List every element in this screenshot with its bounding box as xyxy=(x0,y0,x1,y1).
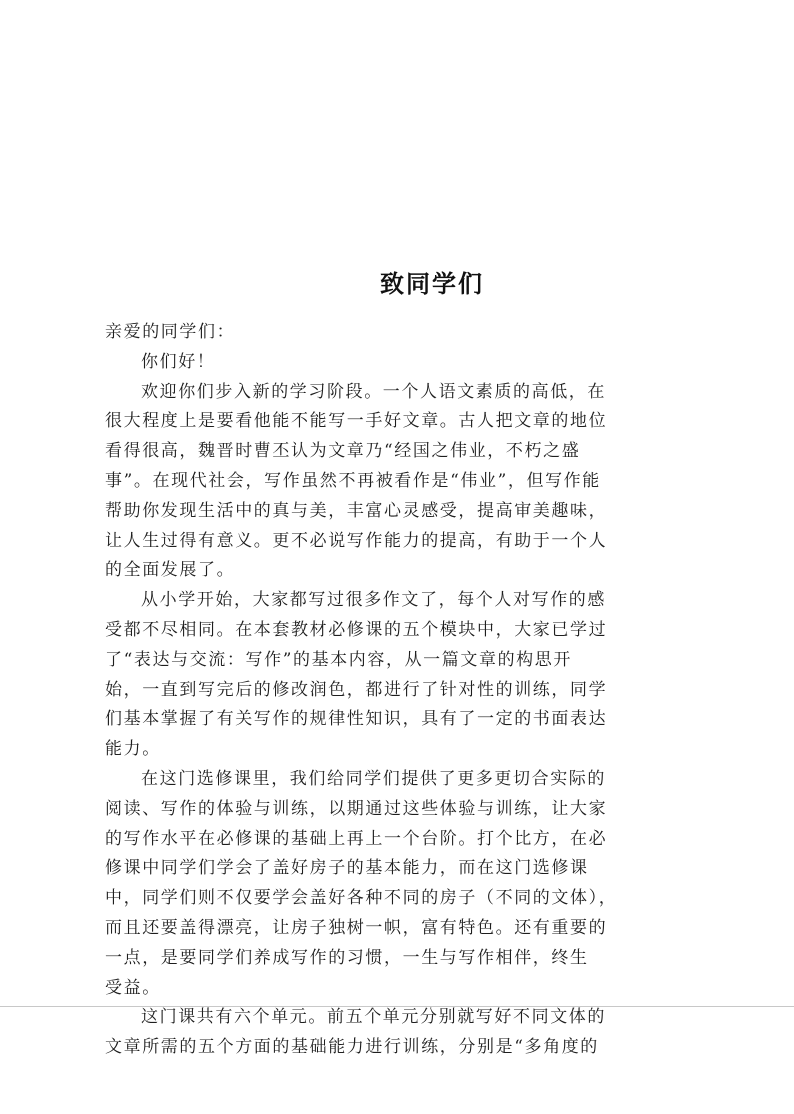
page-divider xyxy=(0,1006,794,1007)
text-line: 在这门选修课里，我们给同学们提供了更多更切合实际的 xyxy=(141,768,606,789)
letter-body xyxy=(105,318,618,1063)
page-title: 致同学们 xyxy=(380,270,484,298)
text-line: 很大程度上是要看他能不能写一手好文章。古人把文章的地位 xyxy=(105,411,608,432)
text-line: 能力。 xyxy=(105,739,161,760)
greeting: 你们好！ xyxy=(141,351,216,372)
text-line: 的写作水平在必修课的基础上再上一个台阶。打个比方，在必 xyxy=(105,828,608,849)
text-line: 看得很高，魏晋时曹丕认为文章乃“经国之伟业，不朽之盛 xyxy=(105,441,581,462)
text-line: 始，一直到写完后的修改润色，都进行了针对性的训练，同学 xyxy=(105,679,608,700)
text-line: 欢迎你们步入新的学习阶段。一个人语文素质的高低，在 xyxy=(141,381,606,402)
text-line: 文章所需的五个方面的基础能力进行训练，分别是“多角度的 xyxy=(105,1037,599,1058)
text-line: 帮助你发现生活中的真与美，丰富心灵感受，提高审美趣味， xyxy=(105,500,608,521)
text-line: 受益。 xyxy=(105,977,161,998)
salutation: 亲爱的同学们： xyxy=(105,322,236,342)
text-line: 而且还要盖得漂亮，让房子独树一帜，富有特色。还有重要的 xyxy=(105,917,608,938)
text-line: 中，同学们则不仅要学会盖好各种不同的房子（不同的文体）， xyxy=(105,888,618,909)
text-line: 事”。在现代社会，写作虽然不再被看作是“伟业”，但写作能 xyxy=(105,470,601,491)
text-line: 让人生过得有意义。更不必说写作能力的提高，有助于一个人 xyxy=(105,530,608,551)
text-line: 一点，是要同学们养成写作的习惯，一生与写作相伴，终生 xyxy=(105,947,589,968)
text-line: 的全面发展了。 xyxy=(105,560,236,581)
text-line: 受都不尽相同。在本套教材必修课的五个模块中，大家已学过 xyxy=(105,619,608,640)
text-line: 们基本掌握了有关写作的规律性知识，具有了一定的书面表达 xyxy=(105,709,608,730)
text-line: 了“表达与交流：写作”的基本内容，从一篇文章的构思开 xyxy=(105,649,572,670)
text-line: 从小学开始，大家都写过很多作文了，每个人对写作的感 xyxy=(141,590,606,611)
text-line: 阅读、写作的体验与训练，以期通过这些体验与训练，让大家 xyxy=(105,798,608,819)
text-line: 这门课共有六个单元。前五个单元分别就写好不同文体的 xyxy=(141,1007,606,1028)
text-line: 修课中同学们学会了盖好房子的基本能力，而在这门选修课 xyxy=(105,858,589,879)
